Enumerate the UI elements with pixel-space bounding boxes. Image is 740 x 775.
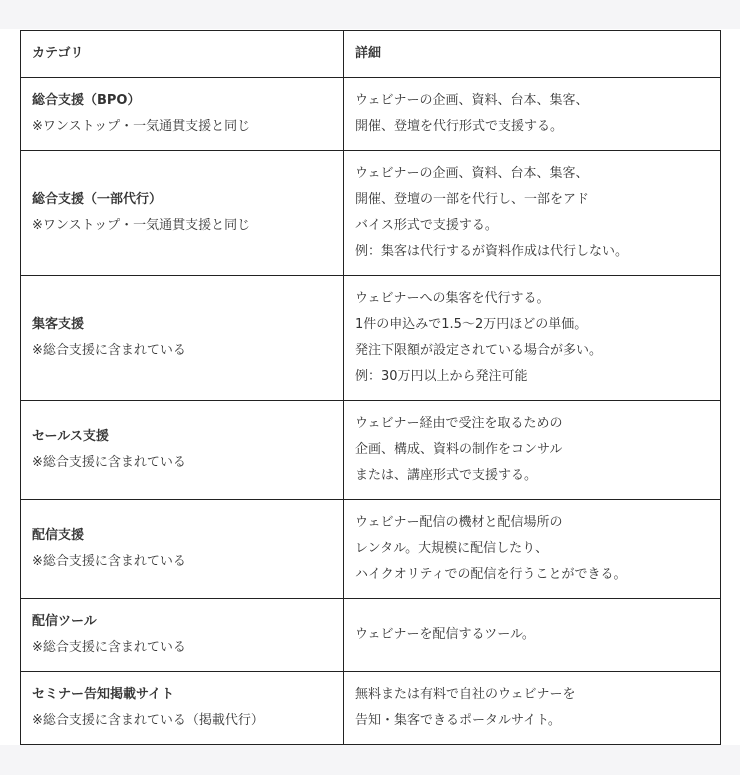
- detail-line: ウェビナーを配信するツール。: [355, 627, 535, 642]
- detail-line: ウェビナー経由で受注を取るための: [355, 416, 563, 431]
- detail-line: 開催、登壇を代行形式で支援する。: [355, 119, 564, 134]
- category-cell: [21, 599, 344, 672]
- detail-line: ウェビナーの企画、資料、台本、集客、: [355, 166, 589, 181]
- category-cell: [21, 672, 344, 745]
- category-note: ※総合支援に含まれている: [32, 640, 186, 655]
- details-cell: [344, 599, 721, 672]
- detail-line: 企画、構成、資料の制作をコンサル: [355, 442, 563, 457]
- category-cell: [21, 78, 344, 151]
- detail-line: 告知・集客できるポータルサイト。: [355, 713, 561, 728]
- service-category-table: [20, 30, 721, 745]
- detail-line: バイス形式で支援する。: [355, 218, 498, 233]
- detail-line: 発注下限額が設定されている場合が多い。: [355, 343, 603, 358]
- category-note: ※総合支援に含まれている: [32, 455, 186, 470]
- table-row: [21, 500, 721, 599]
- detail-line: 無料または有料で自社のウェビナーを: [355, 687, 576, 702]
- category-name: 総合支援（BPO）: [32, 93, 141, 108]
- detail-line: 例：30万円以上から発注可能: [355, 369, 528, 384]
- category-note: ※総合支援に含まれている: [32, 554, 186, 569]
- details-cell: [344, 276, 721, 401]
- category-cell: [21, 401, 344, 500]
- detail-line: ウェビナーへの集客を代行する。: [355, 291, 550, 306]
- category-note: ※ワンストップ・一気通貫支援と同じ: [32, 218, 251, 233]
- category-name: セミナー告知掲載サイト: [32, 687, 175, 702]
- header-category: カテゴリ: [21, 31, 344, 78]
- category-name: 配信支援: [32, 528, 85, 543]
- detail-line: ウェビナー配信の機材と配信場所の: [355, 515, 563, 530]
- details-cell: [344, 500, 721, 599]
- table-row: [21, 78, 721, 151]
- table-row: [21, 599, 721, 672]
- category-cell: [21, 500, 344, 599]
- category-note: ※ワンストップ・一気通貫支援と同じ: [32, 119, 251, 134]
- category-name: 配信ツール: [32, 614, 97, 629]
- header-details: 詳細: [344, 31, 721, 78]
- detail-line: または、講座形式で支援する。: [355, 468, 538, 483]
- table-row: [21, 151, 721, 276]
- category-name: セールス支援: [32, 429, 109, 444]
- detail-line: ウェビナーの企画、資料、台本、集客、: [355, 93, 589, 108]
- detail-line: 例：集客は代行するが資料作成は代行しない。: [355, 244, 629, 259]
- detail-line: レンタル。大規模に配信したり、: [355, 541, 549, 556]
- category-note: ※総合支援に含まれている: [32, 343, 186, 358]
- table-row: [21, 276, 721, 401]
- details-cell: [344, 401, 721, 500]
- table-row: [21, 401, 721, 500]
- details-cell: [344, 78, 721, 151]
- details-cell: [344, 672, 721, 745]
- detail-line: 1件の申込みで1.5〜2万円ほどの単価。: [355, 317, 588, 332]
- detail-line: ハイクオリティでの配信を行うことができる。: [355, 567, 627, 582]
- details-cell: [344, 151, 721, 276]
- category-name: 総合支援（一部代行）: [32, 192, 163, 207]
- category-name: 集客支援: [32, 317, 85, 332]
- category-note: ※総合支援に含まれている（掲載代行）: [32, 713, 264, 728]
- category-cell: [21, 276, 344, 401]
- table-row: [21, 672, 721, 745]
- category-cell: [21, 151, 344, 276]
- detail-line: 開催、登壇の一部を代行し、一部をアド: [355, 192, 590, 207]
- table-header-row: [21, 31, 721, 78]
